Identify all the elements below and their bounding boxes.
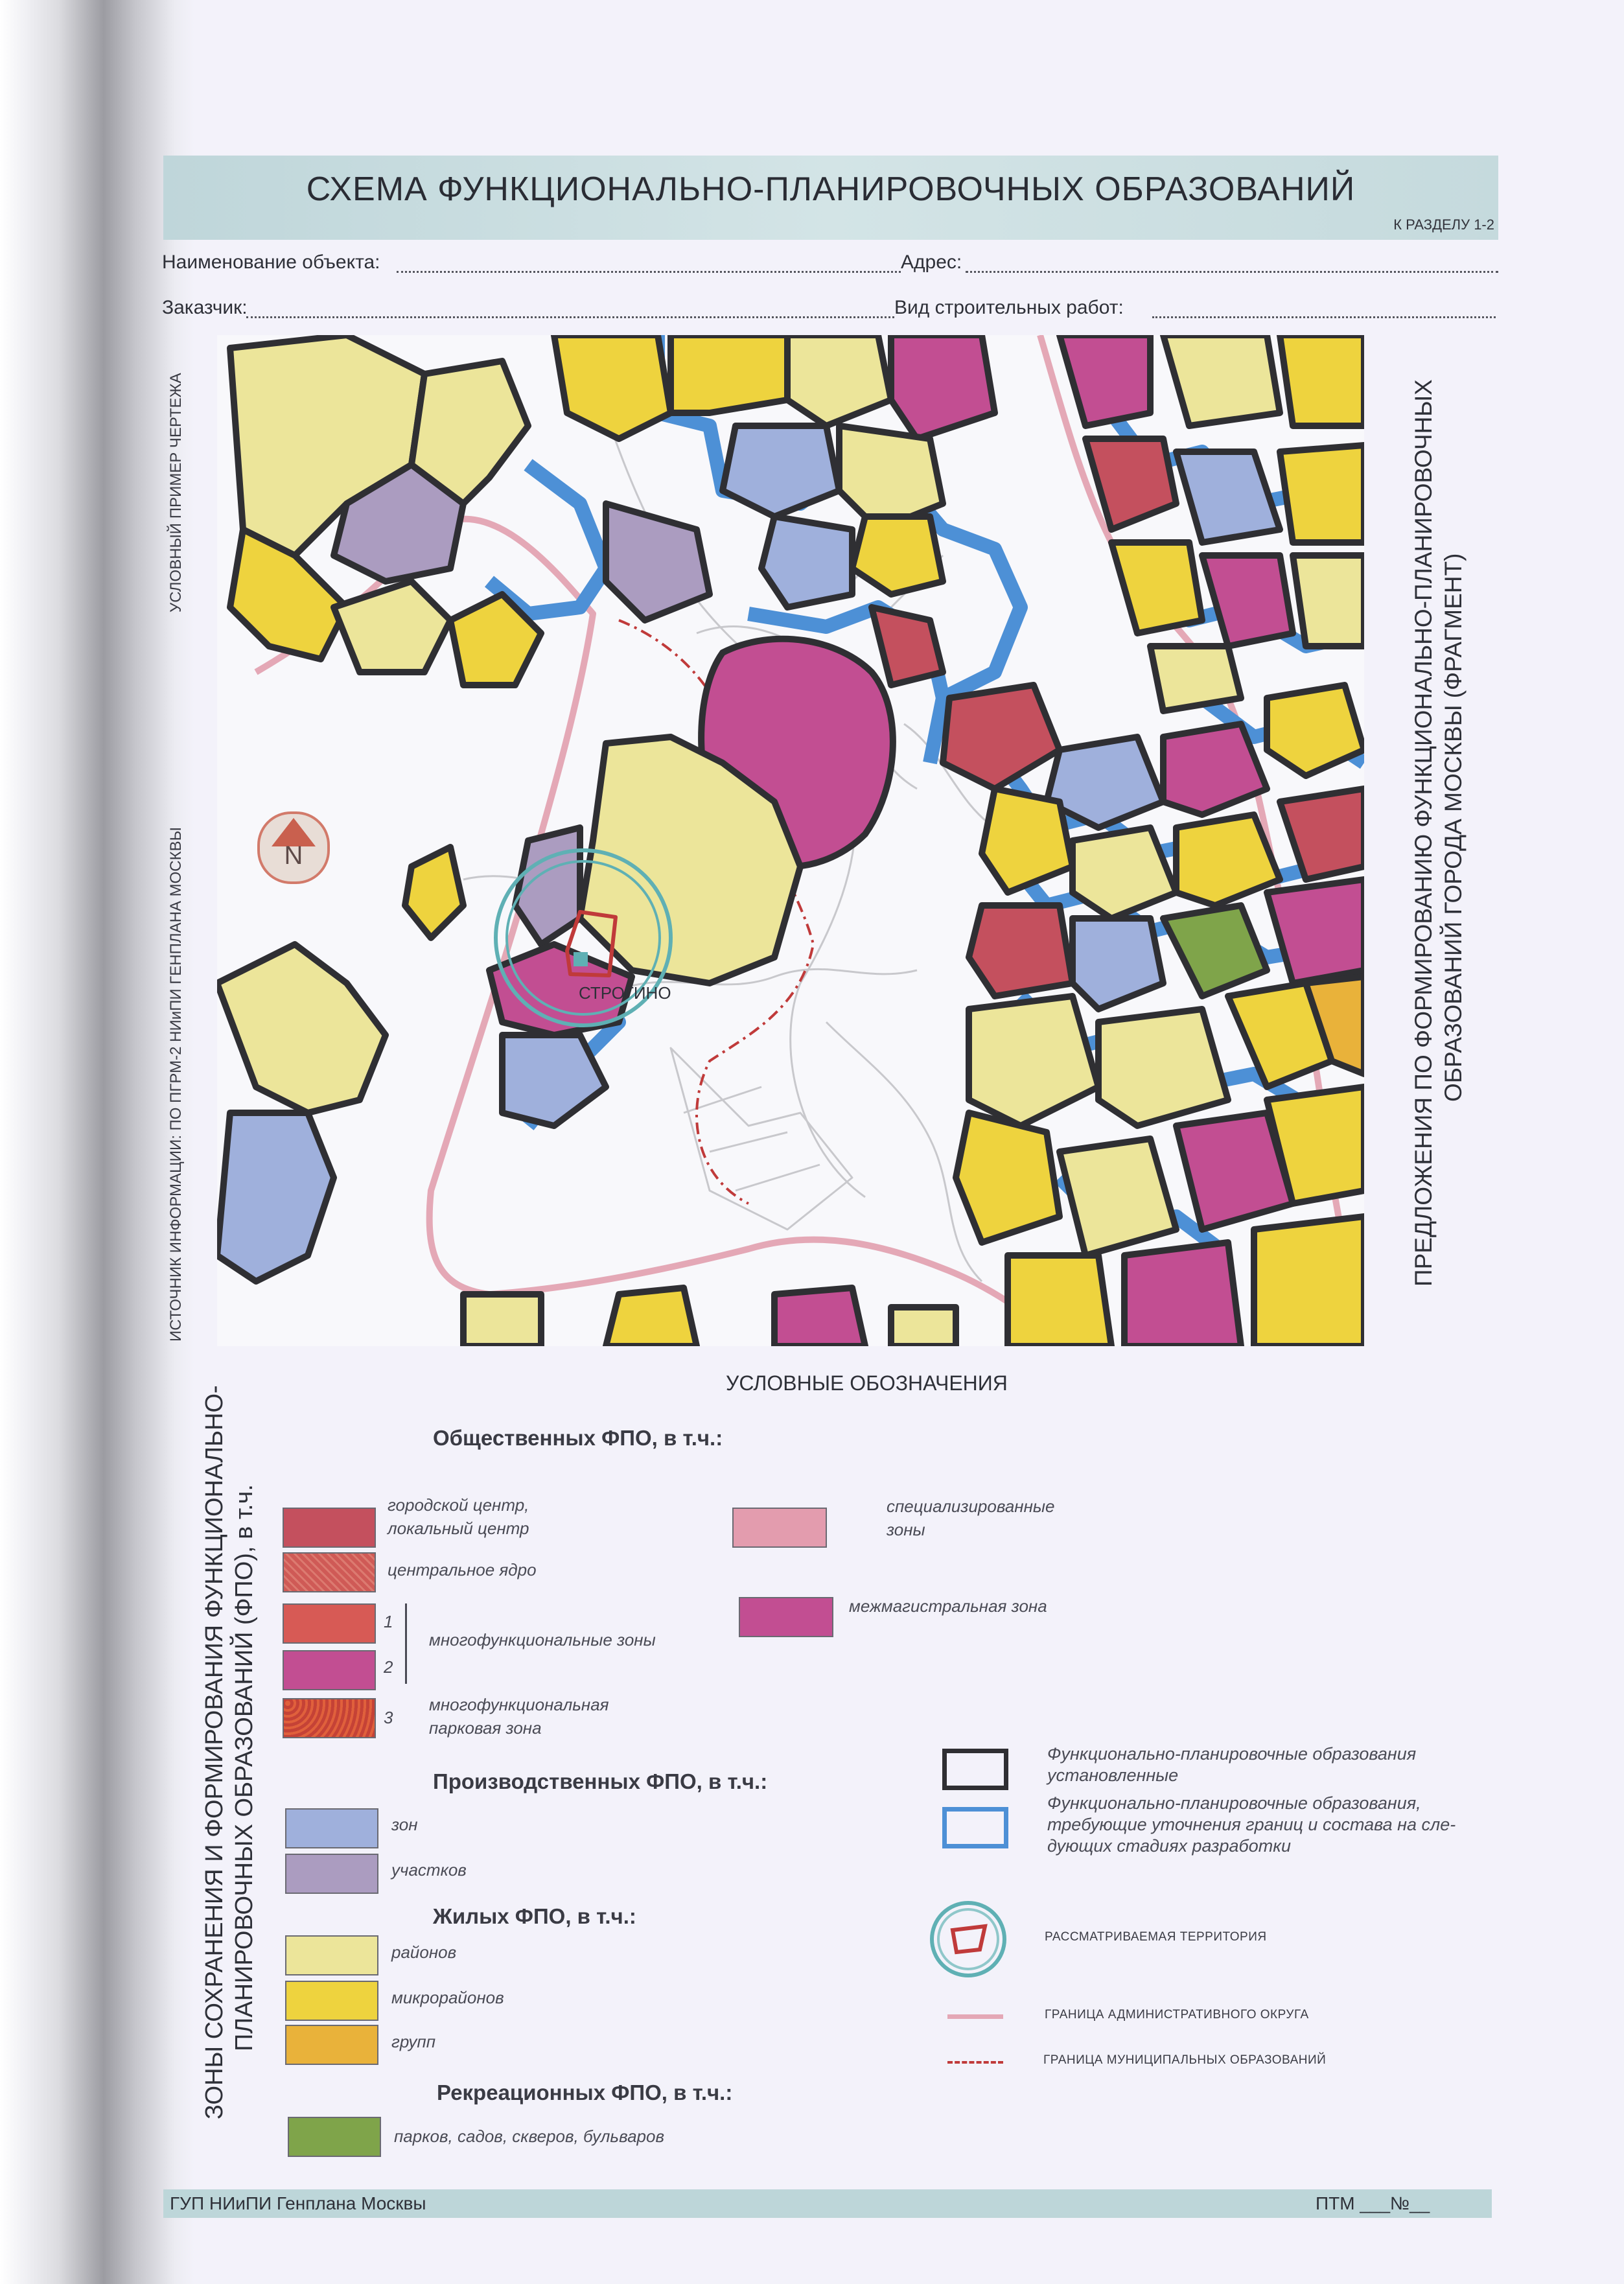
source-label: ИСТОЧНИК ИНФОРМАЦИИ: ПО ПГРМ-2 НИиПИ ГЕНПЛАНА МОСКВЫ	[167, 827, 185, 1342]
strogino-label: СТРОГИНО	[579, 983, 671, 1003]
microdistricts-label: микрорайонов	[391, 1988, 504, 2007]
map-caption-line1: ПРЕДЛОЖЕНИЯ ПО ФОРМИРОВАНИЮ ФУНКЦИОНАЛЬНО-ПЛАНИРОВОЧНЫХ	[1410, 379, 1437, 1287]
groups-swatch	[285, 2025, 378, 2065]
established-label: Функционально-планировочные образования установленные	[1047, 1744, 1417, 1785]
multifunctional-label: многофункциональные зоны	[429, 1630, 656, 1649]
legend-title: УСЛОВНЫЕ ОБОЗНАЧЕНИЯ	[726, 1371, 1008, 1395]
microdistricts-swatch	[285, 1981, 378, 2021]
intermain-label: межмагистральная зона	[849, 1596, 1047, 1616]
specialized-label: специализированные зоны	[887, 1497, 1055, 1539]
city-center-swatch	[283, 1508, 376, 1548]
north-label: N	[284, 841, 303, 870]
to-refine-swatch	[942, 1807, 1008, 1848]
municipal-line-icon	[947, 2061, 1003, 2064]
established-swatch	[942, 1749, 1008, 1790]
city-center-label: городской центр, локальный центр	[388, 1495, 529, 1538]
to-refine-label: Функционально-планировочные образования, требующие уточнения границ и состава на сле- дующих стадиях разработки	[1047, 1793, 1456, 1856]
object-name-line	[397, 271, 901, 273]
legend-caption-line1: ЗОНЫ СОХРАНЕНИЯ И ФОРМИРОВАНИЯ ФУНКЦИОНАЛЬНО-	[201, 1385, 228, 2119]
work-type-label: Вид строительных работ:	[894, 297, 1124, 318]
num-1: 1	[384, 1612, 393, 1631]
recreational-fpo-heading: Рекреационных ФПО, в т.ч.:	[437, 2080, 733, 2104]
districts-swatch	[285, 1935, 378, 1975]
section-reference: К РАЗДЕЛУ 1-2	[1393, 216, 1494, 233]
map-caption-line2: ОБРАЗОВАНИЙ ГОРОДА МОСКВЫ (ФРАГМЕНТ)	[1440, 553, 1467, 1102]
map-canvas	[217, 335, 1364, 1346]
territory-icon	[928, 1899, 1008, 1979]
customer-label: Заказчик:	[162, 297, 248, 318]
map-fragment	[217, 335, 1364, 1346]
binding-shadow	[0, 0, 194, 2284]
address-line	[966, 271, 1498, 273]
central-core-label: центральное ядро	[388, 1560, 537, 1579]
example-label: УСЛОВНЫЙ ПРИМЕР ЧЕРТЕЖА	[167, 373, 185, 612]
municipal-boundary-label: ГРАНИЦА МУНИЦИПАЛЬНЫХ ОБРАЗОВАНИЙ	[1043, 2053, 1327, 2067]
object-name-label: Наименование объекта:	[162, 251, 380, 273]
multifunctional-1-swatch	[283, 1603, 376, 1644]
districts-label: районов	[391, 1942, 457, 1962]
groups-label: групп	[391, 2032, 436, 2051]
territory-label: РАССМАТРИВАЕМАЯ ТЕРРИТОРИЯ	[1045, 1930, 1267, 1944]
public-fpo-heading: Общественных ФПО, в т.ч.:	[433, 1426, 723, 1450]
multifunctional-bracket	[405, 1603, 407, 1684]
parks-label: парков, садов, скверов, бульваров	[394, 2127, 665, 2146]
industrial-sites-label: участков	[391, 1860, 467, 1880]
central-core-swatch	[283, 1552, 376, 1592]
industrial-zones-swatch	[285, 1808, 378, 1848]
multifunctional-2-swatch	[283, 1650, 376, 1690]
footer-org: ГУП НИиПИ Генплана Москвы	[170, 2193, 426, 2213]
industrial-fpo-heading: Производственных ФПО, в т.ч.:	[433, 1769, 768, 1793]
industrial-zones-label: зон	[391, 1815, 418, 1834]
industrial-sites-swatch	[285, 1854, 378, 1894]
footer-number: ПТМ ___№__	[1316, 2193, 1430, 2213]
park-zone-swatch	[283, 1698, 376, 1738]
park-zone-label: многофункциональная парковая зона	[429, 1695, 609, 1738]
address-label: Адрес:	[901, 251, 962, 273]
intermain-swatch	[739, 1597, 833, 1637]
residential-fpo-heading: Жилых ФПО, в т.ч.:	[433, 1904, 636, 1928]
legend-caption-line2: ПЛАНИРОВОЧНЫХ ОБРАЗОВАНИЙ (ФПО), в т.ч.	[231, 1484, 258, 2051]
num-2: 2	[384, 1657, 393, 1677]
admin-line-icon	[947, 2014, 1003, 2019]
parks-swatch	[288, 2117, 381, 2157]
specialized-swatch	[732, 1508, 827, 1548]
admin-boundary-label: ГРАНИЦА АДМИНИСТРАТИВНОГО ОКРУГА	[1045, 2008, 1309, 2022]
num-3: 3	[384, 1708, 393, 1727]
north-arrow-icon	[257, 811, 330, 884]
customer-line	[246, 316, 894, 318]
work-type-line	[1152, 316, 1496, 318]
page-title: СХЕМА ФУНКЦИОНАЛЬНО-ПЛАНИРОВОЧНЫХ ОБРАЗОВАНИЙ	[306, 170, 1356, 208]
